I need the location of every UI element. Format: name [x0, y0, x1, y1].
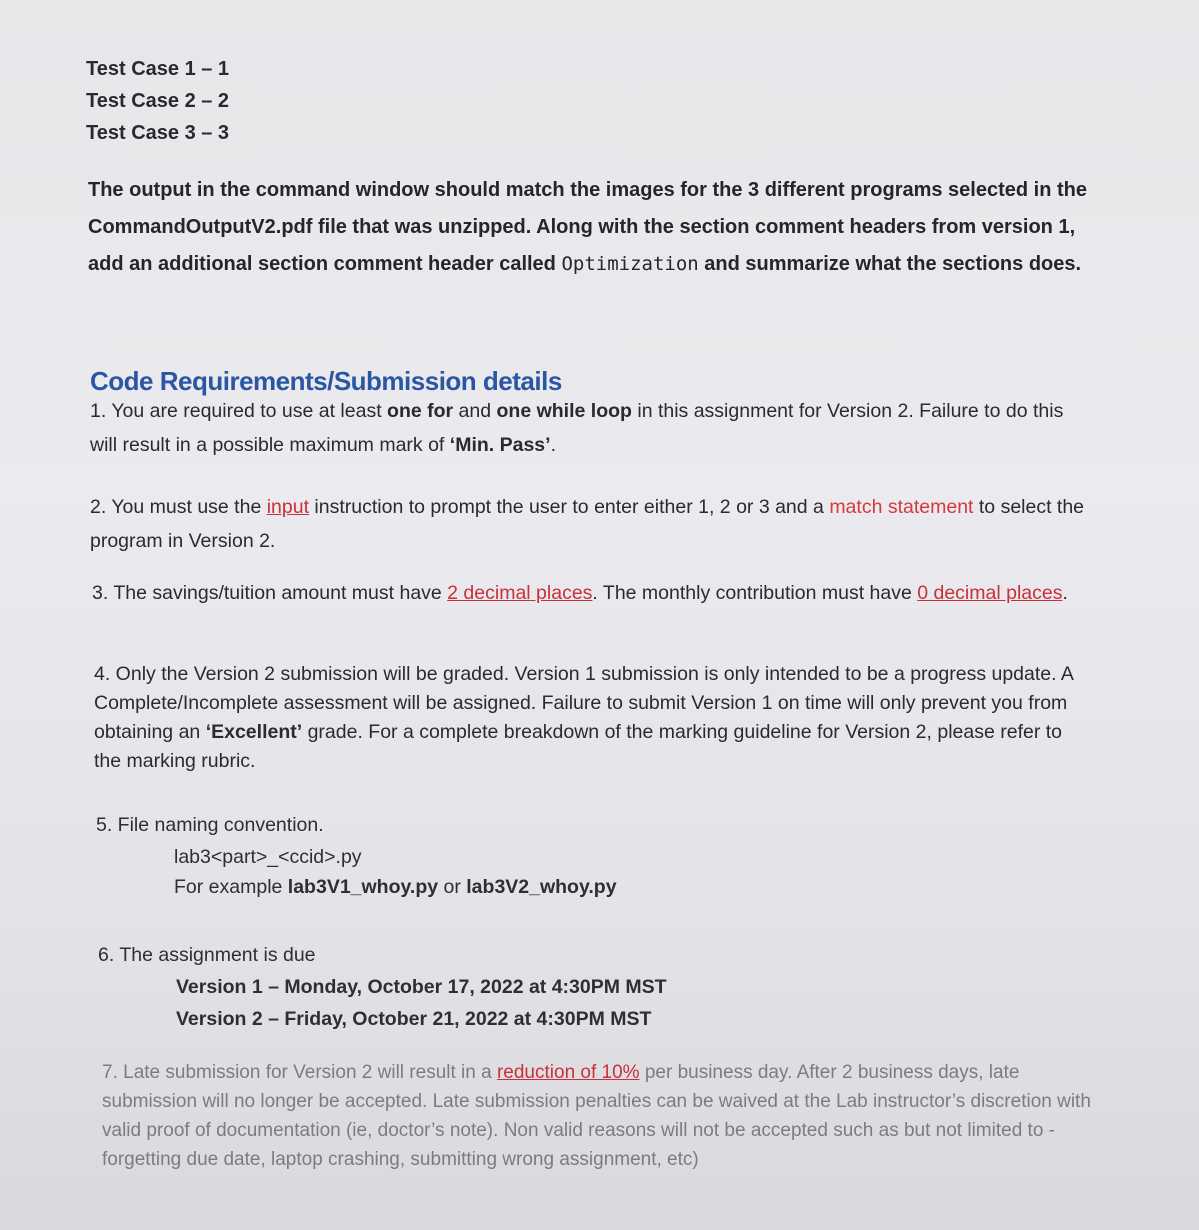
req7-text-c: per business day. After 2 business days, late submission will no longer be accepted. Late submission penalties can be waived at the Lab instructor’s discretion with valid proof of documentation (ie, doctor’s note). Non valid reasons will not be accepted such as but not limited to - forgetting due date, laptop crashing, submitting wrong assignment, etc) [102, 1062, 1091, 1170]
req5-example-or: or [438, 876, 467, 898]
test-case-3: Test Case 3 – 3 [86, 122, 230, 144]
req6-title: 6. The assignment is due [98, 944, 316, 966]
req1-one-for: one for [387, 400, 454, 422]
requirement-1 [90, 394, 1090, 462]
req2-match-statement: match statement [829, 496, 974, 518]
req3-text-a: 3. The savings/tuition amount must have [92, 582, 448, 604]
intro-text-2: and summarize what the sections does. [698, 253, 1082, 275]
req2-text-c: instruction to prompt the user to enter either 1, 2 or 3 and a [309, 496, 830, 518]
req1-text-c: and [453, 400, 497, 422]
req3-two-decimal: 2 decimal places [447, 582, 593, 604]
req2-input: input [266, 496, 310, 518]
req5-title: 5. File naming convention. [96, 814, 324, 836]
requirement-7 [102, 1058, 1102, 1174]
req1-text-e: in this assignment for Version 2. Failure to do this will result in a possible maximum mark of [90, 400, 1064, 456]
req1-text-g: . [550, 434, 556, 456]
req6-version1-due: Version 1 – Monday, October 17, 2022 at 4:30PM MST [176, 976, 667, 998]
requirement-2 [90, 490, 1090, 558]
req2-text-e: to select the program in Version 2. [90, 496, 1085, 552]
intro-text-1: The output in the command window should match the images for the 3 different programs selected in the CommandOutputV2.pdf file that was unzipped. Along with the section comment headers from version 1, add an additional section comment header called [88, 179, 1087, 275]
intro-code-optimization: Optimization [561, 253, 699, 275]
req5-example [174, 876, 617, 899]
req3-text-c: . The monthly contribution must have [592, 582, 918, 604]
req3-text-e: . [1062, 582, 1068, 604]
req5-example-v1: lab3V1_whoy.py [287, 876, 439, 898]
req4-excellent: ‘Excellent’ [205, 721, 303, 743]
req5-pattern: lab3<part>_<ccid>.py [174, 846, 362, 868]
req3-zero-decimal: 0 decimal places [917, 582, 1063, 604]
req5-example-v2: lab3V2_whoy.py [466, 876, 617, 898]
req4-text-a: 4. Only the Version 2 submission will be graded. Version 1 submission is only intended to be a progress update. A Complete/Incomplete assessment will be assigned. Failure to submit Version 1 on time will only prevent you from obtaining an [94, 663, 1073, 743]
req1-min-pass: ‘Min. Pass’ [449, 434, 551, 456]
req1-text-a: 1. You are required to use at least [90, 400, 388, 422]
req7-text-a: 7. Late submission for Version 2 will result in a [102, 1062, 497, 1083]
test-case-1: Test Case 1 – 1 [86, 58, 230, 80]
requirement-3 [92, 576, 1092, 610]
req2-text-a: 2. You must use the [90, 496, 267, 518]
req7-reduction: reduction of 10% [496, 1062, 640, 1083]
req5-example-prefix: For example [174, 876, 288, 898]
req6-version2-due: Version 2 – Friday, October 21, 2022 at 4:30PM MST [176, 1008, 652, 1030]
req1-one-while: one while loop [496, 400, 632, 422]
intro-paragraph [88, 172, 1098, 283]
section-heading: Code Requirements/Submission details [90, 366, 562, 396]
requirement-4 [94, 660, 1084, 776]
req4-text-c: grade. For a complete breakdown of the marking guideline for Version 2, please refer to the marking rubric. [94, 721, 1062, 772]
test-case-2: Test Case 2 – 2 [86, 90, 230, 112]
